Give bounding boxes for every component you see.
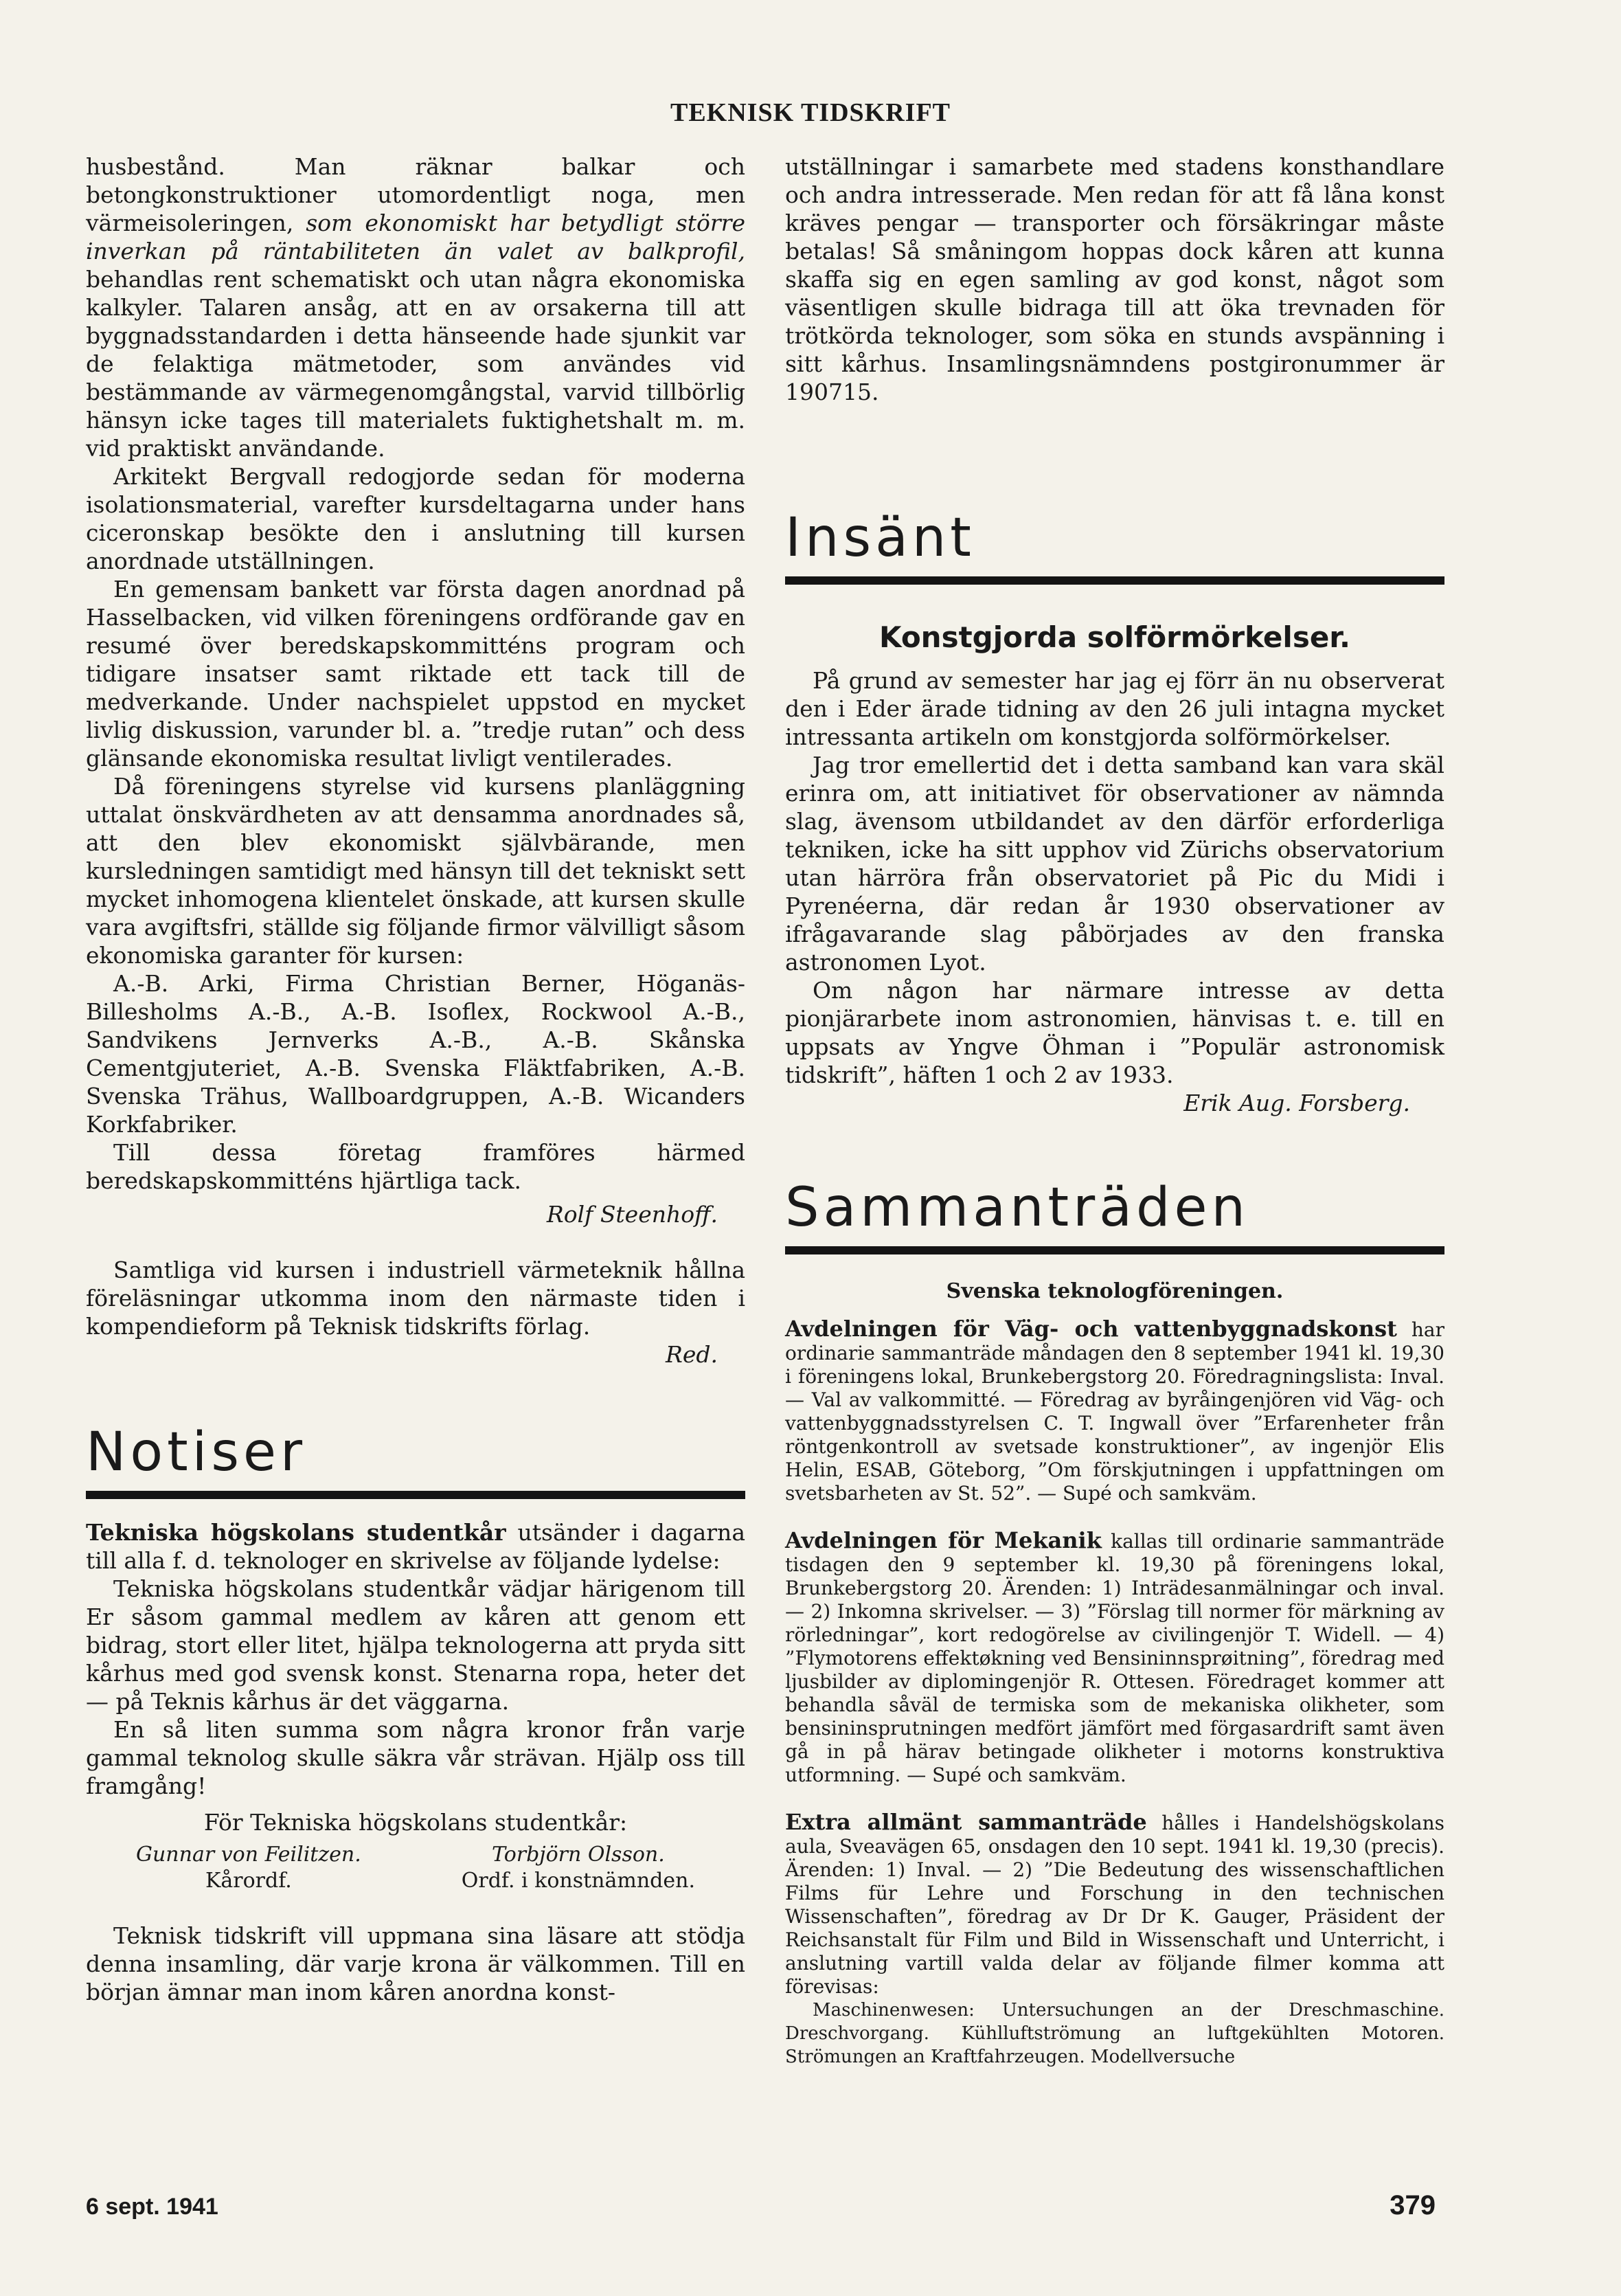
paragraph: Då föreningens styrelse vid kursens planläggning uttalat önskvärdheten av att densamma anordnades så, att den blev ekonomiskt självbärande, men kursledningen samtidigt med hänsyn till det tekniskt sett mycket inhomogena klientelet önskade, att kursen skulle vara avgiftsfri, ställde sig följande firmor välvilligt såsom ekonomiska garanter för kursen: [86,773,745,969]
paragraph: Teknisk tidskrift vill uppmana sina läsare att stödja denna insamling, där varje krona är välkommen. Till en början ämnar man inom kåren anordna konst- [86,1922,745,2005]
article-title: Konstgjorda solförmörkelser. [879,620,1350,654]
paragraph: utställningar i samarbete med stadens konsthandlare och andra intresserade. Men redan för att få låna konst kräves pengar — transporter och försäkringar måste betalas! Så småningom hoppas dock kåren att kunna skaffa sig en egen samling av god konst, något som väsentligen skulle bidraga till att öka trevnaden för trötkörda teknologer, som söka en stunds avspänning i sitt kårhus. Insamlingsnämndens postgironummer är 190715. [785,153,1444,405]
paragraph: Jag tror emellertid det i detta samband kan vara skäl erinra om, att initiativet för observationer av nämnda slag, ävensom utbildandet av den därför erforderliga tekniken, icke ha sitt upphov vid Zürichs observatorium utan härröra från observatoriet på Pic du Midi i Pyrenéerna, där redan år 1930 observationer av ifrågavarande slag påbörjades av den franska astronomen Lyot. [785,752,1444,976]
section-title-insant: Insänt [785,509,1444,585]
signature: Erik Aug. Forsberg. [1183,1090,1410,1116]
signature-name: Gunnar von Feilitzen. [136,1843,361,1867]
organization-title: Svenska teknologföreningen. [946,1279,1284,1303]
italic-text: som ekonomiskt har betydligt större inverkan på räntabiliteten än valet av balkprofil, [86,210,745,265]
paragraph: På grund av semester har jag ej förr än nu observerat den i Eder ärade tidning av den 26 juli intagna mycket intressanta artikeln om konstgjorda solförmörkelser. [785,667,1444,750]
bold-text: Avdelningen för Mekanik [785,1527,1102,1553]
text: hålles i Handelshögskolans aula, Sveavägen 65, onsdagen den 10 sept. 1941 kl. 19,30 (precis). Ärenden: 1) Inval. — 2) ”Die Bedeutung des wissenschaftlichen Films für Lehre und Forschung in den technischen Wissenschaften”, föredrag av Dr Dr K. Gauger, Präsident der Reichsanstalt für Film und Bild in Wissenschaft und Unterricht, i anslutning vartill valda delar av följande filmer komma att förevisas: [785,1812,1444,1998]
paragraph [86,153,745,462]
notice [785,1810,1444,1999]
notice-detail: Maschinenwesen: Untersuchungen an der Dreschmaschine. Dreschvorgang. Kühlluftströmung an luftgekühlten Motoren. Strömungen an Kraftfahrzeugen. Modellversuche [785,2000,1444,2067]
paragraph: A.-B. Arki, Firma Christian Berner, Höganäs-Billesholms A.-B., A.-B. Isoflex, Rockwool A.-B., Sandvikens Jernverks A.-B., A.-B. Skånska Cementgjuteriet, A.-B. Svenska Fläktfabriken, A.-B. Svenska Trähus, Wallboardgruppen, A.-B. Wicanders Korkfabriker. [86,970,745,1138]
text: utsänder i dagarna till alla f. d. teknologer en skrivelse av följande lydelse: [86,1519,745,1574]
left-column [86,153,745,2006]
paragraph [86,1518,745,1575]
bold-text: Extra allmänt sammanträde [785,1809,1147,1835]
paragraph: Samtliga vid kursen i industriell värmeteknik hållna föreläsningar utkomma inom den närmaste tiden i kompendieform på Teknisk tidskrifts förlag. [86,1257,745,1340]
paragraph: Till dessa företag framföres härmed beredskapskommitténs hjärtliga tack. [86,1139,745,1194]
paragraph: Arkitekt Bergvall redogjorde sedan för moderna isolationsmaterial, varefter kursdeltagarna under hans ciceronskap besökte den i anslutning till kursen anordnade utställningen. [86,463,745,574]
signature-block [136,1842,361,1894]
paragraph: Tekniska högskolans studentkår vädjar härigenom till Er såsom gammal medlem av kåren att genom ett bidrag, stort eller litet, hjälpa teknologerna att pryda sitt kårhus med god svensk konst. Stenarna ropa, heter det — på Teknis kårhus är det väggarna. [86,1575,745,1715]
signature-block [462,1842,695,1894]
notice [785,1529,1444,1787]
signature-role: Kårordf. [205,1869,292,1893]
paragraph: För Tekniska högskolans studentkår: [203,1809,628,1836]
footer-date: 6 sept. 1941 [86,2194,218,2220]
signature-role: Ordf. i konstnämnden. [461,1869,695,1893]
paragraph: Om någon har närmare intresse av detta pionjärarbete inom astronomien, hänvisas t. e. till en uppsats av Yngve Öhman i ”Populär astronomisk tidskrift”, häften 1 och 2 av 1933. [785,977,1444,1088]
text: husbestånd. Man räknar balkar och betongkonstruktioner utomordentligt noga, men värmeisoleringen, [86,153,745,236]
bold-text: Avdelningen för Väg- och vattenbyggnadskonst [785,1316,1397,1342]
bold-text: Tekniska högskolans studentkår [86,1519,506,1546]
signature-name: Torbjörn Olsson. [492,1843,665,1867]
text: kallas till ordinarie sammanträde tisdagen den 9 september kl. 19,30 på föreningens lokal, Brunkebergstorg 20. Ärenden: 1) Inträdesanmälningar och inval. — 2) Inkomna skrivelser. — 3) ”Förslag till normer för märkning av rörledningar”, kort redogörelse av civilingenjör T. Widell. — 4) ”Flymotorens effektøkning ved Bensininnsprøitning”, föredrag med ljusbilder av diplomingenjör R. Ottesen. Föredraget kommer att behandla såväl de termiska som de mekaniska olikheter, som bensininsprutningen medfört jämfört med förgasardrift samt även gå in på härav betingade olikheter i motorns konstruktiva utformning. — Supé och samkväm. [785,1530,1445,1786]
section-title-notiser: Notiser [86,1423,745,1499]
right-column [785,153,1444,2069]
paragraph: En så liten summa som några kronor från varje gammal teknolog skulle säkra vår strävan. Hjälp oss till framgång! [86,1716,745,1799]
signatures [86,1842,745,1894]
text: har ordinarie sammanträde måndagen den 8 september 1941 kl. 19,30 i föreningens lokal, Brunkebergstorg 20. Föredragningslista: Inval. — Val av valkommitté. — Föredrag av byråingenjören vid Väg- och vattenbyggnadsstyrelsen C. T. Ingwall över ”Erfarenheter från röntgenkontroll av svetsade konstruktioner”, av ingenjör Elis Helin, ESAB, Göteborg, ”Om förskjutningen i uppfattningen om svetsbarheten av St. 52”. — Supé och samkväm. [785,1318,1444,1505]
section-title-sammantraden: Sammanträden [785,1179,1444,1254]
signature: Red. [666,1341,718,1368]
text: behandlas rent schematiskt och utan några ekonomiska kalkyler. Talaren ansåg, att en av orsakerna till att byggnadsstandarden i detta hänseende hade sjunkit var de felaktiga mätmetoder, som användes vid bestämmande av värmegenomgångstal, varvid tillbörlig hänsyn icke tages till materialets fuktighetshalt m. m. vid praktiskt användande. [86,266,745,462]
page-number: 379 [1390,2190,1436,2220]
page-header: TEKNISK TIDSKRIFT [670,98,951,127]
notice [785,1317,1444,1505]
paragraph: En gemensam bankett var första dagen anordnad på Hasselbacken, vid vilken föreningens ordförande gav en resumé över beredskapskommitténs program och tidigare insatser samt riktade ett tack till de medverkande. Under nachspielet uppstod en mycket livlig diskussion, varunder bl. a. ”tredje rutan” och dess glänsande ekonomiska resultat livligt ventilerades. [86,576,745,772]
signature: Rolf Steenhoff. [546,1201,718,1228]
